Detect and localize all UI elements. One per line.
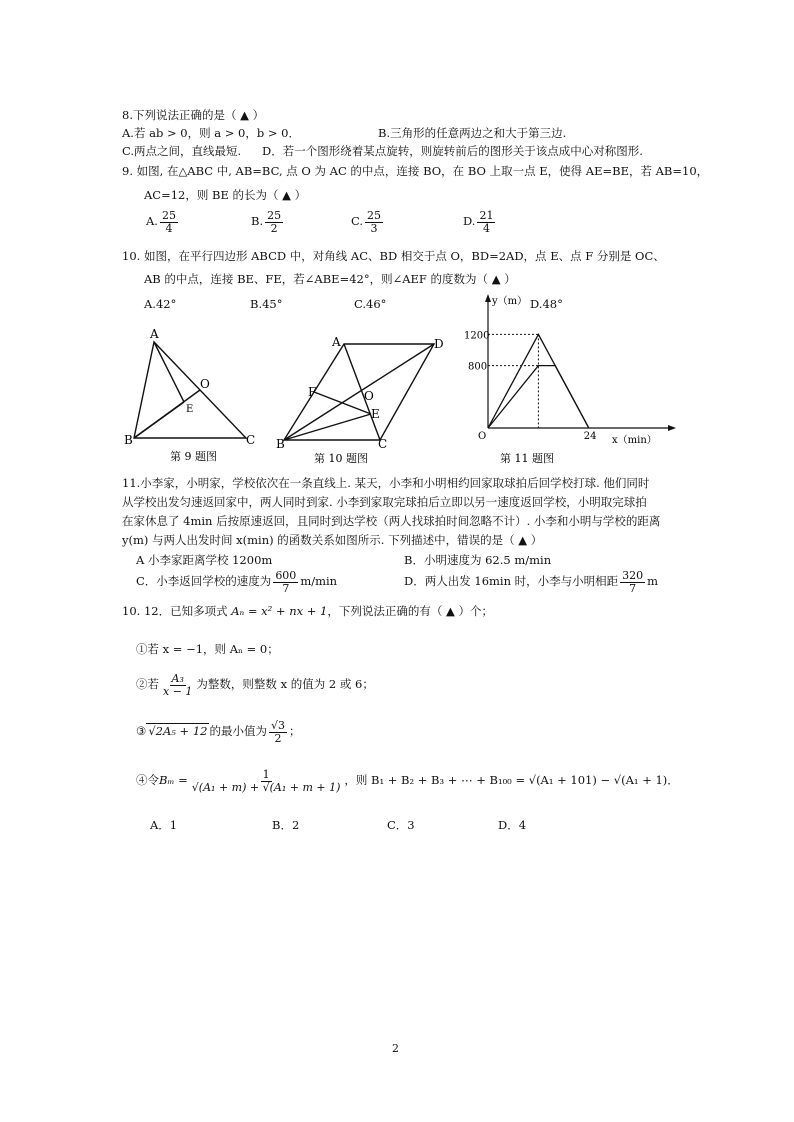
fig10-label-d: D	[434, 337, 444, 351]
q9-option-a: A. $\frac{25}{4}$	[146, 208, 176, 235]
q10-option-d: D.48°	[530, 297, 563, 311]
figure-11	[462, 292, 692, 466]
q12-option-a: A．1	[150, 818, 178, 832]
fig10-caption: 第 10 题图	[314, 452, 368, 465]
q11-option-b: B．小明速度为 62.5 m/min	[404, 553, 552, 567]
q8-option-c: C.两点之间，直线最短.	[122, 144, 242, 158]
q10-stem-line1: 10. 如图，在平行四边形 ABCD 中，对角线 AC、BD 相交于点 O，BD=2AD，点 E、点 F 分别是 OC、	[122, 249, 665, 263]
q9-stem-line2: AC=12，则 BE 的长为（ ▲ ）	[144, 188, 307, 202]
q11-option-d: D．两人出发 16min 时，小李与小明相距 $\frac{320}{7}$ m	[404, 568, 659, 595]
fig11-xtick-24: 24	[583, 431, 597, 442]
fig11-line-xiaoli	[488, 334, 589, 428]
q12-option-d: D．4	[498, 818, 527, 832]
fig11-caption: 第 11 题图	[500, 452, 554, 465]
q8-option-d: D．若一个图形绕着某点旋转，则旋转前后的图形关于该点成中心对称图形.	[262, 144, 643, 158]
fig11-ytick-1200: 1200	[464, 330, 490, 342]
fig10-label-b: B	[276, 437, 285, 451]
fig9-label-e: E	[186, 404, 194, 415]
q12-stem: 10. 12．已知多项式 Aₙ = x² + nx + 1，下列说法正确的有（ ▲ ）个；	[122, 604, 494, 618]
fig11-plot	[464, 330, 597, 442]
fig11-origin: O	[478, 431, 487, 442]
fig10-label-o: O	[364, 389, 374, 403]
q8-option-a: A.若 ab > 0，则 a > 0，b > 0．	[122, 126, 300, 140]
fig10-label-a: A	[332, 335, 341, 349]
q12-option-c: C．3	[387, 818, 415, 832]
q11-line4: y(m) 与两人出发时间 x(min) 的函数关系如图所示. 下列描述中，错误的是（ ▲ ）	[122, 533, 543, 547]
q11-line3: 在家休息了 4min 后按原速返回，且同时到达学校（两人找球拍时间忽略不计）. 小李和小明与学校的距离	[122, 514, 661, 528]
figure-10	[274, 330, 454, 466]
q12-statement-4: ④令Bₘ = $\frac{1}{\text{√(A₁ + m) + √(A₁ + m + 1)}}$ ，则 B₁ + B₂ + B₃ + ⋯ + B₁₀₀ = √(A₁ + 101) − √(A₁ + 1)．	[136, 767, 679, 794]
q11-line1: 11.小李家，小明家，学校依次在一条直线上. 某天，小李和小明相约回家取球拍后回学校打球. 他们同时	[122, 476, 650, 490]
fig11-xlabel: x（min）	[612, 435, 657, 446]
fig10-label-f: F	[308, 385, 317, 399]
fig9-label-b: B	[124, 433, 133, 447]
q12-option-b: B．2	[272, 818, 300, 832]
q9-option-d: D. $\frac{21}{4}$	[463, 208, 494, 235]
q9-stem-line1: 9. 如图, 在△ABC 中, AB=BC, 点 O 为 AC 的中点，连接 BO，在 BO 上取一点 E，使得 AE=BE，若 AB=10，	[122, 164, 709, 178]
q10-stem-line2: AB 的中点，连接 BE、FE，若∠ABE=42°，则∠AEF 的度数为（ ▲ ）	[144, 272, 516, 286]
q8-stem: 8.下列说法正确的是（ ▲ ）	[122, 108, 265, 122]
q10-option-c: C.46°	[354, 297, 387, 311]
fig11-ylabel: y（m）	[492, 296, 528, 307]
q11-option-a: A 小李家距离学校 1200m	[136, 553, 273, 567]
q12-statement-3: ③ √2A₅ + 12 的最小值为 $\frac{√3}{2}$ ；	[136, 718, 301, 745]
q9-option-b: B. $\frac{25}{2}$	[251, 208, 282, 235]
fig9-caption: 第 9 题图	[170, 450, 217, 463]
q12-statement-2: ②若 $\frac{\text{A₃}}{x - 1}$ 为整数，则整数 x 的值为 2 或 6；	[136, 671, 374, 698]
q10-option-b: B.45°	[250, 297, 283, 311]
q10-option-a: A.42°	[144, 297, 177, 311]
q8-option-b: B.三角形的任意两边之和大于第三边.	[378, 126, 567, 140]
fig10-label-c: C	[378, 437, 388, 451]
q9-options	[146, 207, 497, 235]
q11-line2: 从学校出发匀速返回家中，两人同时到家. 小李到家取完球拍后立即以另一速度返回学校，小明取完球拍	[122, 495, 647, 509]
fig10-label-e: E	[371, 407, 380, 421]
fig9-label-c: C	[246, 433, 256, 447]
page-number: 2	[392, 1042, 399, 1055]
figure-9	[118, 326, 268, 466]
q11-option-c: C．小李返回学校的速度为 $\frac{600}{7}$ m/min	[136, 568, 338, 595]
fig9-label-a: A	[150, 327, 159, 341]
fig11-ytick-800: 800	[468, 361, 488, 373]
q9-option-c: C. $\frac{25}{3}$	[351, 208, 382, 235]
fig9-label-o: O	[200, 377, 210, 391]
q12-statement-1: ①若 x = −1，则 Aₙ = 0；	[136, 642, 279, 656]
